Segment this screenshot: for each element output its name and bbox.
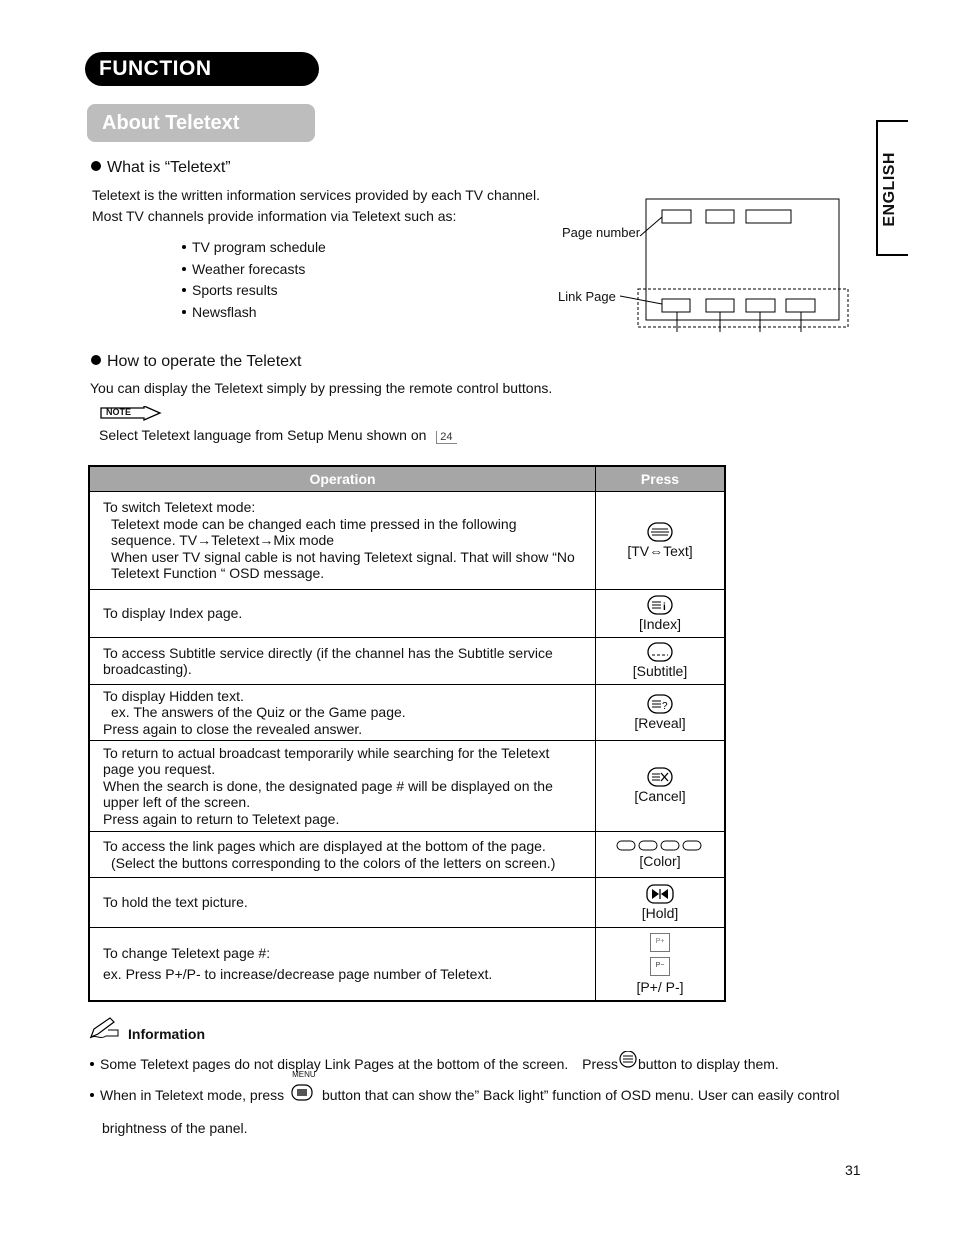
section-title: FUNCTION [85,52,319,86]
press-cell [596,685,726,741]
operation-line: Teletext mode can be changed each time pressed in the following [111,515,517,532]
color-buttons-icon [615,840,705,852]
info-bullet-2-line-2: brightness of the panel. [102,1120,248,1136]
menu-button-icon [291,1070,316,1102]
table-header-row [89,466,725,492]
table-row [89,590,725,638]
reveal-icon [647,694,673,714]
operation-cell [89,878,596,928]
press-label: [Color] [639,852,681,869]
svg-text:i: i [663,601,666,613]
operation-line: broadcasting). [103,661,192,677]
subsection-title: About Teletext [87,104,315,142]
tv-text-icon [647,522,673,542]
table-row [89,928,725,1001]
press-label: [Hold] [641,904,679,921]
press-label: [Index] [638,615,682,632]
press-label: [Cancel] [634,788,686,805]
operation-line: Press again to close the revealed answer. [103,720,363,737]
page-number-label: Page number [562,225,641,240]
operation-line: sequence. TV→Teletext→Mix mode [111,532,335,549]
list-item [182,282,278,298]
header-box [746,210,791,223]
operation-line: To display Index page. [103,605,243,622]
press-cell [596,492,726,590]
info-bullet-1-tail: button to display them. [637,1056,779,1072]
bullet-dot-icon [90,1093,94,1097]
bullet-dot-icon [91,161,101,171]
cancel-icon [647,767,673,787]
subtitle-icon [647,642,673,662]
info-bullet-2-text: When in Teletext mode, press [100,1087,285,1103]
press-cell [596,928,726,1001]
page-number-box [662,210,691,223]
how-heading [91,353,302,371]
list-item [182,239,326,255]
info-bullet-2-text-cont: button that can show the” Back light” function of OSD menu. User can easily control [321,1087,840,1103]
page-reference-icon: 24 [436,431,456,444]
operation-cell [89,685,596,741]
how-heading-text: How to operate the Teletext [107,353,302,370]
bullet-dot-icon [91,355,101,365]
operation-line: To return to actual broadcast temporarily while searching for the Teletext [103,744,550,761]
info-bullet-2 [90,1070,840,1103]
operation-line: When user TV signal cable is not having Teletext signal. That will show “No [111,548,575,565]
info-bullet-1-text: Some Teletext pages do not display Link Pages at the bottom of the screen. [100,1056,569,1072]
press-label: [P+/ P-] [636,978,684,995]
note-text [99,427,457,444]
page-down-icon: P− [650,957,670,976]
list-item-text: Sports results [192,282,278,298]
column-header-operation: Operation [89,466,596,492]
note-badge [100,406,160,420]
table-row [89,685,725,741]
screen-outline [646,199,839,320]
operation-line: To access Subtitle service directly (if the channel has the Subtitle service [103,644,553,661]
what-line-2: Most TV channels provide information via Teletext such as: [92,208,457,224]
bullet-dot-icon [90,1062,94,1066]
operation-line: To change Teletext page #: [103,944,271,961]
operation-cell [89,928,596,1001]
index-icon [618,1051,638,1069]
bullet-dot-icon [182,310,186,314]
list-item [182,261,305,277]
press-label: [Reveal] [634,714,686,731]
information-title: Information [128,1026,205,1042]
table-row [89,492,725,590]
page-number-pointer [640,217,662,236]
information-pen-icon [88,1016,122,1040]
table-row [89,741,725,832]
teletext-screen-diagram [550,195,860,335]
info-bullet-1-press: Press [582,1056,618,1072]
press-cell [596,832,726,878]
press-cell [596,590,726,638]
press-cell [596,878,726,928]
svg-text:?: ? [662,700,668,712]
link-box [786,299,815,312]
press-cell [596,741,726,832]
header-box [706,210,734,223]
index-icon [647,595,673,615]
operation-line: Press again to return to Teletext page. [103,810,340,827]
column-header-press: Press [596,466,726,492]
list-item-text: TV program schedule [192,239,326,255]
operation-cell [89,590,596,638]
operation-cell [89,638,596,685]
link-page-pointer [620,296,662,304]
operation-cell [89,741,596,832]
operation-line: Teletext Function “ OSD message. [111,565,325,582]
how-intro: You can display the Teletext simply by pressing the remote control buttons. [90,380,553,396]
press-cell [596,638,726,685]
list-item [182,304,257,320]
operation-line: ex. The answers of the Quiz or the Game page. [111,704,406,721]
operations-table [88,465,726,1002]
link-page-label: Link Page [558,289,616,304]
operation-line: page you request. [103,761,216,778]
language-tab-label: ENGLISH [881,152,898,227]
language-tab [876,120,908,256]
note-badge-label: NOTE [106,407,132,417]
link-box [746,299,775,312]
press-label: [TV⇔Text] [627,542,693,559]
bullet-dot-icon [182,245,186,249]
link-box [662,299,690,312]
operation-line: When the search is done, the designated page # will be displayed on the [103,777,553,794]
what-line-1: Teletext is the written information services provided by each TV channel. [92,187,540,203]
operation-line: upper left of the screen. [103,794,251,811]
info-bullet-1 [90,1051,779,1072]
operation-cell [89,832,596,878]
page-number: 31 [845,1162,861,1178]
link-box [706,299,734,312]
what-heading [91,159,231,177]
hold-icon [646,884,674,904]
table-row [89,638,725,685]
operation-line: To access the link pages which are displayed at the bottom of the page. [103,838,546,854]
what-heading-text: What is “Teletext” [107,159,231,176]
note-text-body: Select Teletext language from Setup Menu shown on [99,427,427,443]
link-page-area [638,289,848,327]
table-row [89,878,725,928]
bullet-dot-icon [182,267,186,271]
operation-cell [89,492,596,590]
page-up-icon: P+ [650,933,670,952]
bullet-dot-icon [182,288,186,292]
operation-line: To display Hidden text. [103,687,244,704]
operation-line: To hold the text picture. [103,894,248,911]
list-item-text: Newsflash [192,304,257,320]
operation-line: To switch Teletext mode: [103,499,256,516]
operation-line: ex. Press P+/P- to increase/decrease page number of Teletext. [103,966,493,983]
press-label: [Subtitle] [632,663,688,680]
operation-line: (Select the buttons corresponding to the colors of the letters on screen.) [111,854,556,871]
table-row [89,832,725,878]
list-item-text: Weather forecasts [192,261,306,277]
menu-button-label: MENU [292,1070,316,1079]
